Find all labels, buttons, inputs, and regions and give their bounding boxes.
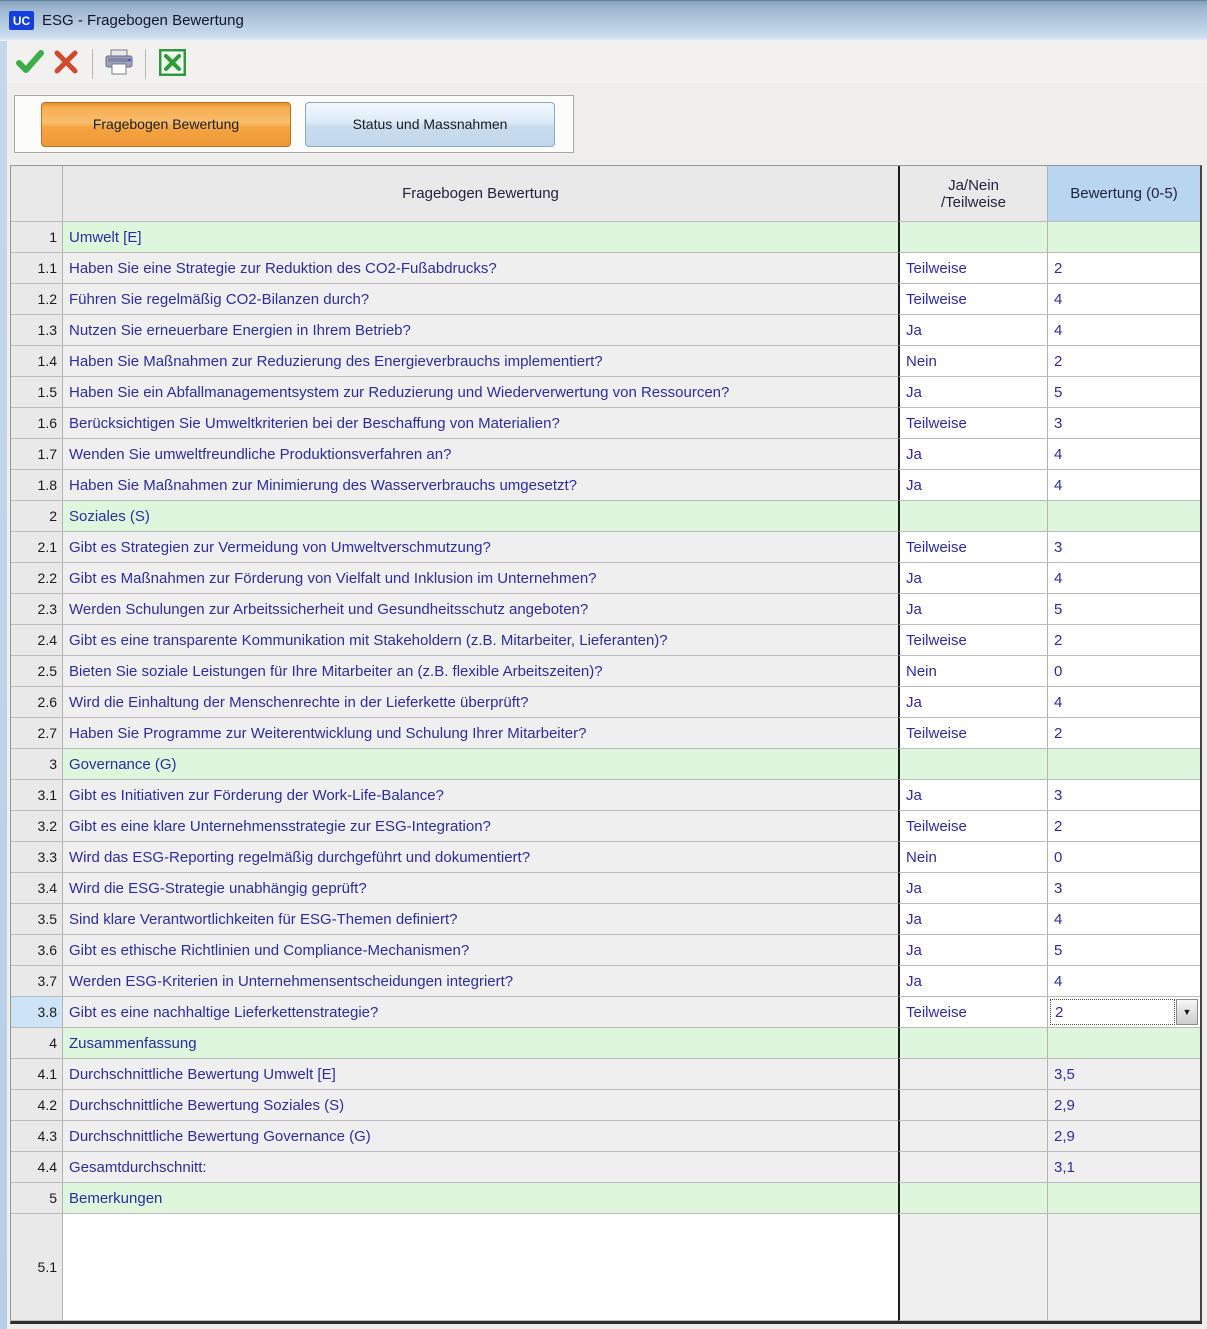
answer-cell[interactable]: Ja	[898, 935, 1047, 966]
window-bottom-area	[10, 1324, 1207, 1329]
table-row	[11, 439, 1200, 470]
table-row	[11, 315, 1200, 346]
row-number-cell: 3.7	[11, 966, 63, 997]
answer-cell[interactable]: Nein	[898, 346, 1047, 377]
row-number-cell: 1.7	[11, 439, 63, 470]
answer-cell	[898, 1183, 1047, 1214]
question-cell: Sind klare Verantwortlichkeiten für ESG-Themen definiert?	[63, 904, 898, 935]
answer-cell[interactable]: Teilweise	[898, 997, 1047, 1028]
table-row	[11, 377, 1200, 408]
score-cell[interactable]: 5	[1047, 935, 1200, 966]
header-answer-line1: Ja/Nein	[948, 176, 999, 194]
row-number-cell: 3.6	[11, 935, 63, 966]
header-score-cell: Bewertung (0-5)	[1047, 166, 1200, 222]
score-cell	[1047, 1214, 1200, 1321]
row-number-cell: 2.7	[11, 718, 63, 749]
table-row	[11, 563, 1200, 594]
answer-cell	[898, 222, 1047, 253]
row-number-cell: 3.1	[11, 780, 63, 811]
toolbar-separator	[92, 49, 93, 79]
question-cell: Haben Sie eine Strategie zur Reduktion des CO2-Fußabdrucks?	[63, 253, 898, 284]
score-cell	[1047, 1183, 1200, 1214]
table-row	[11, 1152, 1200, 1183]
app-icon: UC	[9, 11, 34, 30]
table-row	[11, 532, 1200, 563]
question-cell: Wird das ESG-Reporting regelmäßig durchgeführt und dokumentiert?	[63, 842, 898, 873]
answer-cell[interactable]: Ja	[898, 563, 1047, 594]
answer-cell[interactable]: Teilweise	[898, 253, 1047, 284]
score-dropdown[interactable]	[1050, 999, 1198, 1025]
table-row	[11, 1059, 1200, 1090]
window-left-border	[0, 41, 7, 1329]
answer-cell	[898, 1121, 1047, 1152]
question-cell: Gibt es eine nachhaltige Lieferkettenstrategie?	[63, 997, 898, 1028]
row-number-cell: 4.3	[11, 1121, 63, 1152]
row-number-cell: 4.2	[11, 1090, 63, 1121]
question-cell: Berücksichtigen Sie Umweltkriterien bei der Beschaffung von Materialien?	[63, 408, 898, 439]
question-cell: Werden ESG-Kriterien in Unternehmensentscheidungen integriert?	[63, 966, 898, 997]
row-number-cell: 4.1	[11, 1059, 63, 1090]
table-row	[11, 222, 1200, 253]
answer-cell	[898, 1214, 1047, 1321]
row-number-cell: 1.1	[11, 253, 63, 284]
row-number-cell: 3.5	[11, 904, 63, 935]
answer-cell	[898, 1090, 1047, 1121]
answer-cell	[898, 1152, 1047, 1183]
table-row	[11, 284, 1200, 315]
row-number-cell: 2	[11, 501, 63, 532]
answer-cell[interactable]: Ja	[898, 439, 1047, 470]
row-number-cell: 3.3	[11, 842, 63, 873]
question-cell: Durchschnittliche Bewertung Umwelt [E]	[63, 1059, 898, 1090]
score-cell[interactable]: 4	[1047, 315, 1200, 346]
row-number-cell: 3.4	[11, 873, 63, 904]
score-cell[interactable]: 0	[1047, 656, 1200, 687]
row-number-cell: 1	[11, 222, 63, 253]
table-row	[11, 656, 1200, 687]
row-number-cell: 5	[11, 1183, 63, 1214]
score-cell[interactable]: 3	[1047, 873, 1200, 904]
table-row	[11, 1183, 1200, 1214]
table-row	[11, 873, 1200, 904]
question-cell: Nutzen Sie erneuerbare Energien in Ihrem Betrieb?	[63, 315, 898, 346]
question-cell: Wenden Sie umweltfreundliche Produktionsverfahren an?	[63, 439, 898, 470]
esg-table	[10, 165, 1202, 1324]
table-row	[11, 997, 1200, 1028]
question-cell: Haben Sie Programme zur Weiterentwicklung und Schulung Ihrer Mitarbeiter?	[63, 718, 898, 749]
score-cell[interactable]: 4	[1047, 563, 1200, 594]
answer-cell[interactable]: Ja	[898, 470, 1047, 501]
tab-status-und-massnahmen[interactable]: Status und Massnahmen	[305, 102, 555, 147]
row-number-cell: 2.3	[11, 594, 63, 625]
score-cell[interactable]: 3	[1047, 532, 1200, 563]
answer-cell[interactable]: Teilweise	[898, 811, 1047, 842]
table-row	[11, 749, 1200, 780]
toolbar-separator	[145, 49, 146, 79]
answer-cell[interactable]: Nein	[898, 656, 1047, 687]
table-row	[11, 687, 1200, 718]
row-number-cell: 1.3	[11, 315, 63, 346]
table-row	[11, 780, 1200, 811]
answer-cell[interactable]: Teilweise	[898, 284, 1047, 315]
table-body	[11, 222, 1200, 1321]
score-cell	[1047, 749, 1200, 780]
score-cell[interactable]: 5	[1047, 377, 1200, 408]
question-cell: Governance (G)	[63, 749, 898, 780]
header-number-cell	[11, 166, 63, 222]
question-cell: Gibt es Initiativen zur Förderung der Work-Life-Balance?	[63, 780, 898, 811]
dropdown-button[interactable]	[1176, 999, 1198, 1025]
toolbar	[0, 40, 1207, 88]
export-excel-button[interactable]	[154, 46, 190, 82]
question-cell: Umwelt [E]	[63, 222, 898, 253]
row-number-cell: 2.2	[11, 563, 63, 594]
question-cell: Haben Sie Maßnahmen zur Minimierung des Wasserverbrauchs umgesetzt?	[63, 470, 898, 501]
answer-cell[interactable]: Teilweise	[898, 408, 1047, 439]
question-cell: Soziales (S)	[63, 501, 898, 532]
answer-cell	[898, 749, 1047, 780]
question-cell: Gibt es eine transparente Kommunikation mit Stakeholdern (z.B. Mitarbeiter, Lieferanten)?	[63, 625, 898, 656]
table-row	[11, 935, 1200, 966]
answer-cell[interactable]: Teilweise	[898, 625, 1047, 656]
answer-cell	[898, 501, 1047, 532]
score-cell[interactable]: 2	[1047, 625, 1200, 656]
score-cell[interactable]	[1047, 997, 1200, 1028]
score-cell[interactable]: 4	[1047, 904, 1200, 935]
close-icon	[53, 49, 79, 78]
answer-cell[interactable]: Teilweise	[898, 718, 1047, 749]
score-cell[interactable]: 4	[1047, 284, 1200, 315]
answer-cell[interactable]: Ja	[898, 966, 1047, 997]
question-cell: Werden Schulungen zur Arbeitssicherheit und Gesundheitsschutz angeboten?	[63, 594, 898, 625]
row-number-cell: 4.4	[11, 1152, 63, 1183]
score-cell: 3,5	[1047, 1059, 1200, 1090]
header-answer-line2: /Teilweise	[940, 193, 1007, 211]
answer-cell[interactable]: Ja	[898, 873, 1047, 904]
row-number-cell: 3.8	[11, 997, 63, 1028]
excel-icon	[159, 49, 186, 79]
score-cell[interactable]: 2	[1047, 253, 1200, 284]
table-row	[11, 1214, 1200, 1321]
score-cell[interactable]: 0	[1047, 842, 1200, 873]
question-cell: Gesamtdurchschnitt:	[63, 1152, 898, 1183]
answer-cell[interactable]: Nein	[898, 842, 1047, 873]
row-number-cell: 5.1	[11, 1214, 63, 1321]
question-cell: Zusammenfassung	[63, 1028, 898, 1059]
score-cell[interactable]: 3	[1047, 780, 1200, 811]
table-header-row	[11, 166, 1200, 222]
chevron-down-icon: ▼	[1182, 1006, 1192, 1017]
answer-cell[interactable]: Ja	[898, 594, 1047, 625]
score-cell	[1047, 222, 1200, 253]
dropdown-value: 2	[1050, 999, 1175, 1025]
title-bar	[0, 0, 1207, 40]
answer-cell[interactable]: Ja	[898, 780, 1047, 811]
score-cell[interactable]: 2	[1047, 346, 1200, 377]
question-cell: Bieten Sie soziale Leistungen für Ihre Mitarbeiter an (z.B. flexible Arbeitszeiten)?	[63, 656, 898, 687]
row-number-cell: 1.5	[11, 377, 63, 408]
question-cell: Durchschnittliche Bewertung Soziales (S)	[63, 1090, 898, 1121]
notes-input-cell[interactable]	[63, 1214, 898, 1321]
check-icon	[15, 49, 45, 78]
score-cell[interactable]: 3	[1047, 408, 1200, 439]
table-row	[11, 1121, 1200, 1152]
score-cell[interactable]: 4	[1047, 966, 1200, 997]
row-number-cell: 1.8	[11, 470, 63, 501]
table-row	[11, 501, 1200, 532]
table-row	[11, 625, 1200, 656]
row-number-cell: 1.6	[11, 408, 63, 439]
table-row	[11, 1028, 1200, 1059]
row-number-cell: 2.5	[11, 656, 63, 687]
tab-fragebogen-bewertung[interactable]: Fragebogen Bewertung	[41, 102, 291, 147]
table-row	[11, 1090, 1200, 1121]
printer-icon	[103, 48, 135, 79]
score-cell	[1047, 501, 1200, 532]
score-cell[interactable]: 4	[1047, 470, 1200, 501]
row-number-cell: 4	[11, 1028, 63, 1059]
table-row	[11, 842, 1200, 873]
question-cell: Durchschnittliche Bewertung Governance (G)	[63, 1121, 898, 1152]
header-answer-cell	[898, 166, 1047, 222]
table-row	[11, 470, 1200, 501]
question-cell: Wird die ESG-Strategie unabhängig geprüft?	[63, 873, 898, 904]
question-cell: Gibt es ethische Richtlinien und Compliance-Mechanismen?	[63, 935, 898, 966]
question-cell: Bemerkungen	[63, 1183, 898, 1214]
table-row	[11, 408, 1200, 439]
score-cell[interactable]: 2	[1047, 811, 1200, 842]
table-row	[11, 811, 1200, 842]
row-number-cell: 2.4	[11, 625, 63, 656]
row-number-cell: 3	[11, 749, 63, 780]
question-cell: Gibt es Maßnahmen zur Förderung von Vielfalt und Inklusion im Unternehmen?	[63, 563, 898, 594]
confirm-button[interactable]	[12, 46, 48, 82]
window-title: ESG - Fragebogen Bewertung	[42, 12, 244, 29]
score-cell[interactable]: 4	[1047, 439, 1200, 470]
question-cell: Führen Sie regelmäßig CO2-Bilanzen durch?	[63, 284, 898, 315]
answer-cell[interactable]: Ja	[898, 687, 1047, 718]
score-cell: 2,9	[1047, 1121, 1200, 1152]
score-cell[interactable]: 4	[1047, 687, 1200, 718]
row-number-cell: 2.6	[11, 687, 63, 718]
table-row	[11, 966, 1200, 997]
row-number-cell: 1.2	[11, 284, 63, 315]
answer-cell	[898, 1028, 1047, 1059]
row-number-cell: 2.1	[11, 532, 63, 563]
cancel-button[interactable]	[48, 46, 84, 82]
table-row	[11, 346, 1200, 377]
table-row	[11, 253, 1200, 284]
question-cell: Haben Sie ein Abfallmanagementsystem zur Reduzierung und Wiederverwertung von Ressourcen?	[63, 377, 898, 408]
question-cell: Gibt es eine klare Unternehmensstrategie zur ESG-Integration?	[63, 811, 898, 842]
question-cell: Haben Sie Maßnahmen zur Reduzierung des Energieverbrauchs implementiert?	[63, 346, 898, 377]
answer-cell[interactable]: Ja	[898, 377, 1047, 408]
header-question-cell: Fragebogen Bewertung	[63, 166, 898, 222]
score-cell: 2,9	[1047, 1090, 1200, 1121]
question-cell: Gibt es Strategien zur Vermeidung von Umweltverschmutzung?	[63, 532, 898, 563]
row-number-cell: 1.4	[11, 346, 63, 377]
row-number-cell: 3.2	[11, 811, 63, 842]
answer-cell	[898, 1059, 1047, 1090]
answer-cell[interactable]: Ja	[898, 315, 1047, 346]
answer-cell[interactable]: Ja	[898, 904, 1047, 935]
score-cell	[1047, 1028, 1200, 1059]
score-cell[interactable]: 2	[1047, 718, 1200, 749]
score-cell: 3,1	[1047, 1152, 1200, 1183]
question-cell: Wird die Einhaltung der Menschenrechte in der Lieferkette überprüft?	[63, 687, 898, 718]
table-row	[11, 594, 1200, 625]
answer-cell[interactable]: Teilweise	[898, 532, 1047, 563]
score-cell[interactable]: 5	[1047, 594, 1200, 625]
table-row	[11, 718, 1200, 749]
tab-panel	[14, 95, 574, 153]
print-button[interactable]	[101, 46, 137, 82]
table-row	[11, 904, 1200, 935]
